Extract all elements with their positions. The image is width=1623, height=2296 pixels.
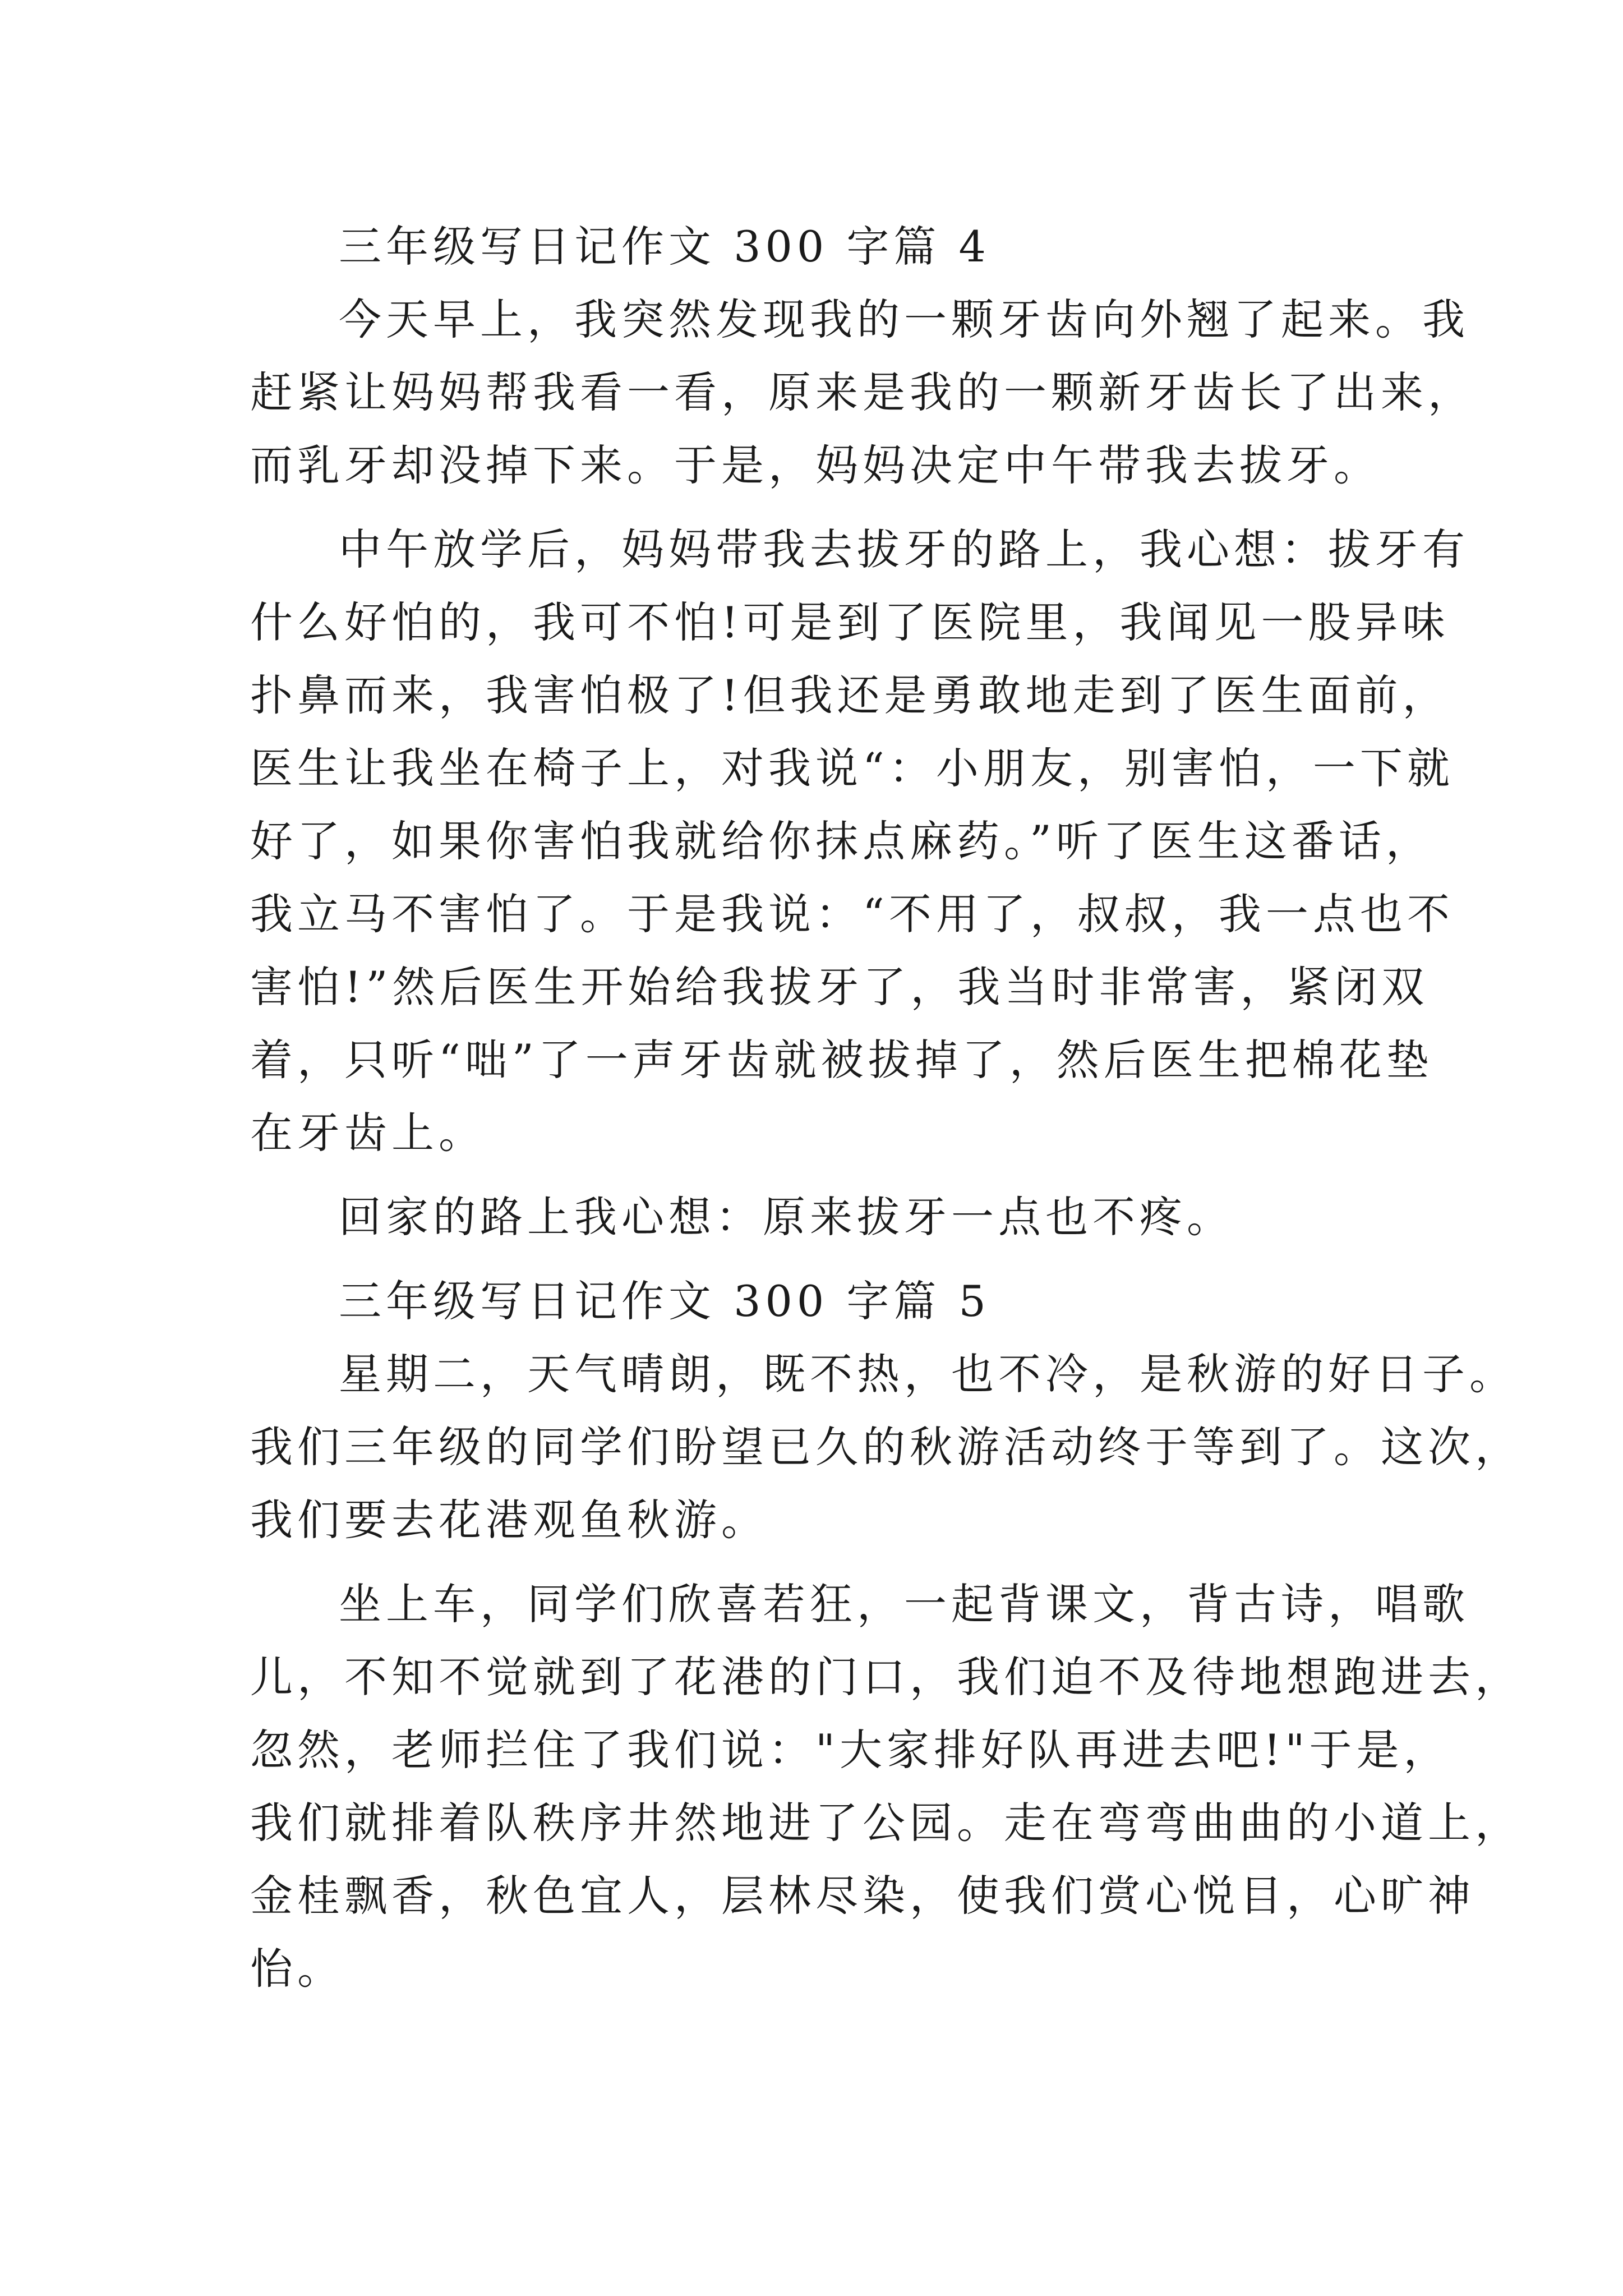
text-line: 医生让我坐在椅子上，对我说“：小朋友，别害怕，一下就 xyxy=(250,743,1454,793)
text-line: 怡。 xyxy=(250,1944,344,1994)
text-line: 回家的路上我心想：原来拔牙一点也不疼。 xyxy=(339,1192,1234,1242)
text-line: 我们三年级的同学们盼望已久的秋游活动终于等到了。这次， xyxy=(250,1422,1522,1472)
text-line: 扑鼻而来，我害怕极了!但我还是勇敢地走到了医生面前， xyxy=(250,670,1450,720)
text-line: 忽然，老师拦住了我们说："大家排好队再进去吧!"于是， xyxy=(250,1725,1451,1775)
heading-essay-5: 三年级写日记作文 300 字篇 5 xyxy=(339,1276,990,1326)
text-line: 我们要去花港观鱼秋游。 xyxy=(250,1495,768,1545)
text-line: 今天早上，我突然发现我的一颗牙齿向外翘了起来。我 xyxy=(339,295,1469,344)
text-line: 我立马不害怕了。于是我说：“不用了，叔叔，我一点也不 xyxy=(250,889,1454,939)
text-line: 坐上车，同学们欣喜若狂，一起背课文，背古诗，唱歌 xyxy=(339,1579,1469,1629)
text-line: 在牙齿上。 xyxy=(250,1108,486,1158)
text-line: 什么好怕的，我可不怕!可是到了医院里，我闻见一股异味 xyxy=(250,597,1450,647)
text-line: 儿，不知不觉就到了花港的门口，我们迫不及待地想跑进去， xyxy=(250,1652,1522,1702)
text-line: 害怕!”然后医生开始给我拔牙了，我当时非常害，紧闭双 xyxy=(250,962,1429,1012)
text-line: 星期二，天气晴朗，既不热，也不冷，是秋游的好日子。 xyxy=(339,1349,1516,1399)
text-line: 好了，如果你害怕我就给你抹点麻药。”听了医生这番话， xyxy=(250,816,1433,866)
text-line: 中午放学后，妈妈带我去拔牙的路上，我心想：拔牙有 xyxy=(339,524,1469,574)
text-line: 而乳牙却没掉下来。于是，妈妈决定中午带我去拔牙。 xyxy=(250,440,1381,490)
heading-essay-4: 三年级写日记作文 300 字篇 4 xyxy=(339,222,990,272)
text-line: 赶紧让妈妈帮我看一看，原来是我的一颗新牙齿长了出来， xyxy=(250,367,1475,417)
text-line: 着，只听“咄”了一声牙齿就被拔掉了，然后医生把棉花垫 xyxy=(250,1035,1433,1085)
text-line: 金桂飘香，秋色宜人，层林尽染，使我们赏心悦目，心旷神 xyxy=(250,1871,1475,1921)
text-line: 我们就排着队秩序井然地进了公园。走在弯弯曲曲的小道上， xyxy=(250,1798,1522,1848)
